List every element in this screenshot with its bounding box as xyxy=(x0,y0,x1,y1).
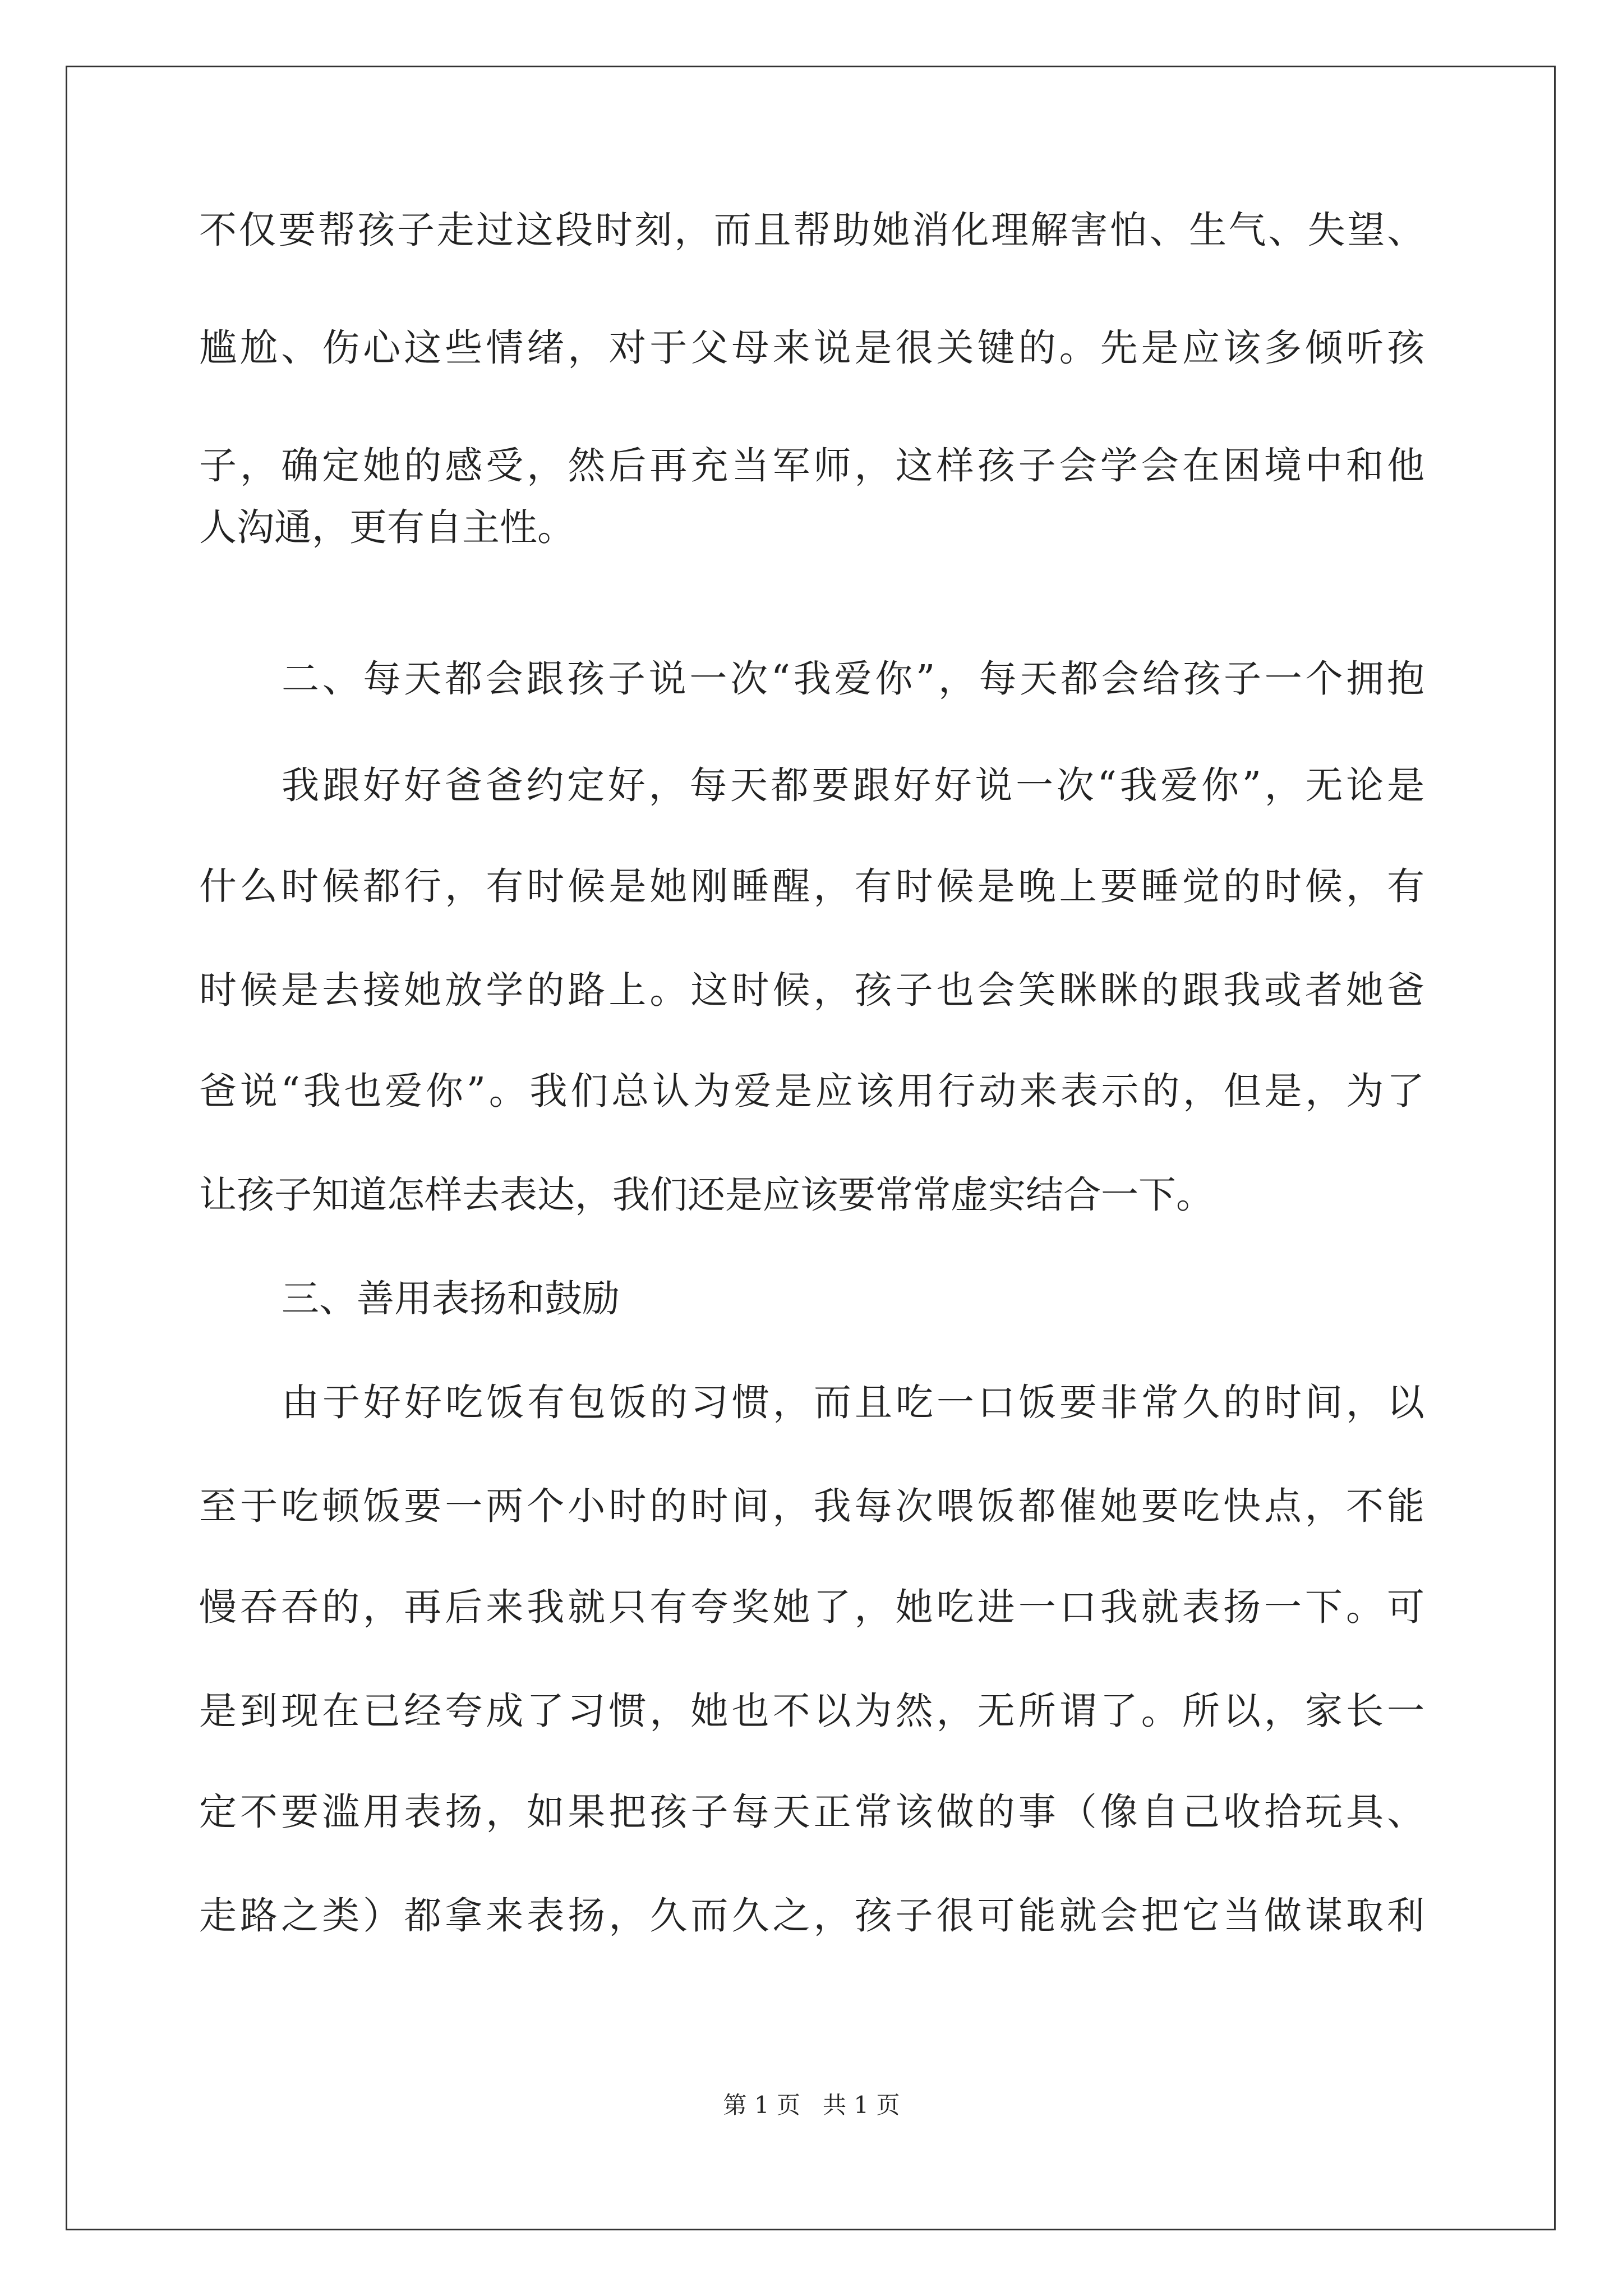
body-line: 什么时候都行，有时候是她刚睡醒，有时候是晚上要睡觉的时候，有 xyxy=(199,864,1424,908)
page-number: 第 1 页 共 1 页 xyxy=(723,2091,900,2119)
body-line: 走路之类）都拿来表扬，久而久之，孩子很可能就会把它当做谋取利 xyxy=(199,1894,1424,1938)
body-line: 爸说“我也爱你”。我们总认为爱是应该用行动来表示的，但是，为了 xyxy=(199,1069,1424,1113)
body-line: 是到现在已经夸成了习惯，她也不以为然，无所谓了。所以，家长一 xyxy=(199,1689,1424,1733)
body-line: 人沟通，更有自主性。 xyxy=(199,505,575,549)
body-line: 由于好好吃饭有包饭的习惯，而且吃一口饭要非常久的时间，以 xyxy=(282,1381,1424,1424)
body-line: 慢吞吞的，再后来我就只有夸奖她了，她吃进一口我就表扬一下。可 xyxy=(199,1585,1424,1629)
section-heading: 三、善用表扬和鼓励 xyxy=(282,1277,620,1320)
body-line: 让孩子知道怎样去表达，我们还是应该要常常虚实结合一下。 xyxy=(199,1173,1214,1217)
section-heading: 二、每天都会跟孩子说一次“我爱你”，每天都会给孩子一个拥抱 xyxy=(282,657,1424,701)
body-line: 我跟好好爸爸约定好，每天都要跟好好说一次“我爱你”，无论是 xyxy=(282,763,1424,807)
body-line: 子，确定她的感受，然后再充当军师，这样孩子会学会在困境中和他 xyxy=(199,444,1424,487)
body-line: 尴尬、伤心这些情绪，对于父母来说是很关键的。先是应该多倾听孩 xyxy=(199,326,1424,370)
body-line: 定不要滥用表扬，如果把孩子每天正常该做的事（像自己收拾玩具、 xyxy=(199,1790,1424,1834)
body-line: 不仅要帮孩子走过这段时刻，而且帮助她消化理解害怕、生气、失望、 xyxy=(199,208,1424,252)
body-line: 时候是去接她放学的路上。这时候，孩子也会笑眯眯的跟我或者她爸 xyxy=(199,968,1424,1012)
body-line: 至于吃顿饭要一两个小时的时间，我每次喂饭都催她要吃快点，不能 xyxy=(199,1484,1424,1528)
